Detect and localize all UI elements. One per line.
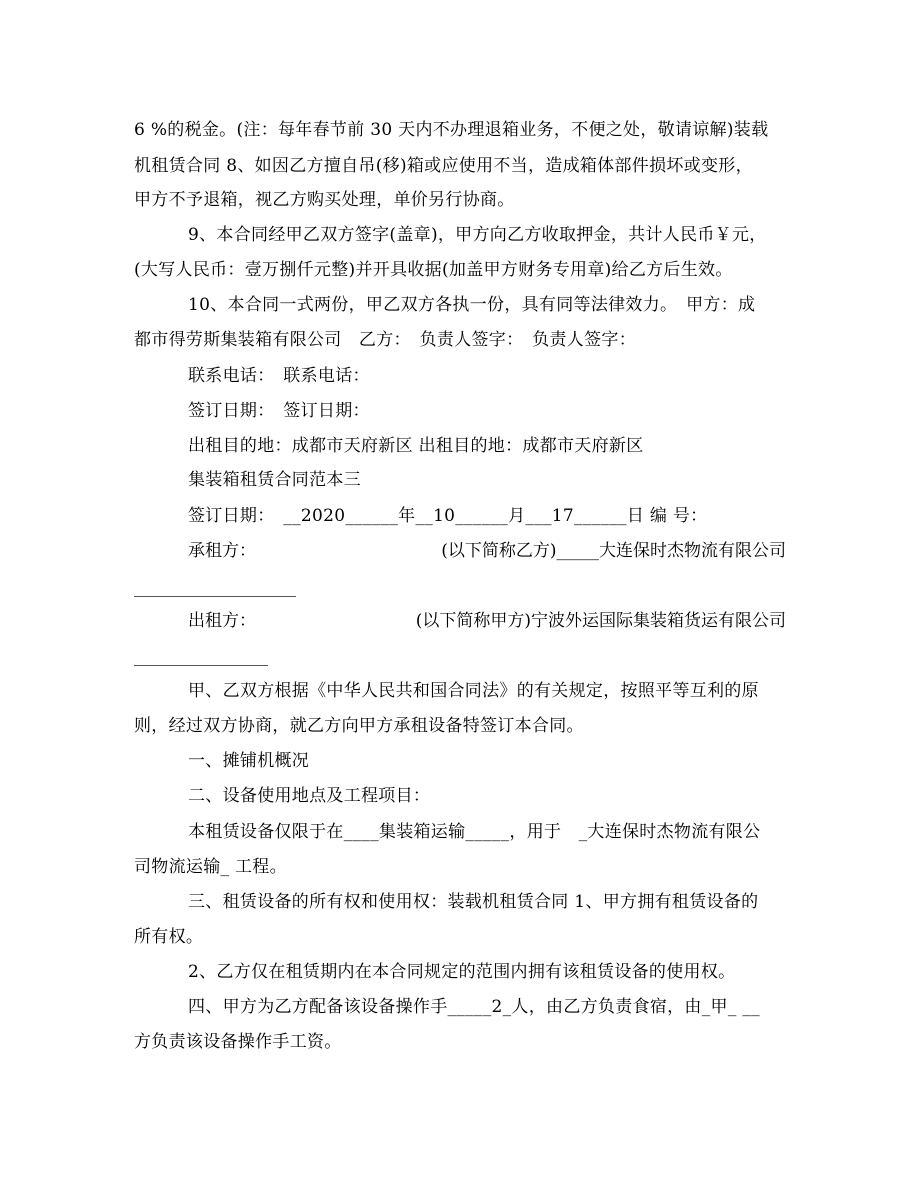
paragraph-line: 三、租赁设备的所有权和使用权：装载机租赁合同 1、甲方拥有租赁设备的 (188, 892, 759, 912)
paragraph-line: 司物流运输_ 工程。 (134, 857, 287, 877)
paragraph-line: 6 %的税金。(注：每年春节前 30 天内不办理退箱业务，不便之处，敬请谅解)装载 (134, 120, 769, 140)
paragraph-line: 四、甲方为乙方配备该设备操作手_____2_人，由乙方负责食宿，由_甲_ __ (188, 997, 760, 1017)
paragraph-line: 联系电话： 联系电话： (188, 366, 370, 386)
lessee-value: (以下简称乙方)_____大连保时杰物流有限公司 (441, 541, 786, 561)
section-heading: 二、设备使用地点及工程项目： (188, 786, 431, 806)
paragraph-line: 签订日期： 签订日期： (188, 401, 370, 421)
paragraph-line: 甲、乙双方根据《中华人民共和国合同法》的有关规定，按照平等互利的原 (188, 681, 759, 701)
paragraph-line: 2、乙方仅在租赁期内在本合同规定的范围内拥有该租赁设备的使用权。 (188, 962, 736, 982)
section-heading: 一、摊铺机概况 (188, 751, 310, 771)
lessee-label: 承租方： (188, 541, 256, 561)
paragraph-line: 出租目的地：成都市天府新区 出租目的地：成都市天府新区 (188, 436, 644, 456)
paragraph-line: 则，经过双方协商，就乙方向甲方承租设备特签订本合同。 (134, 716, 584, 736)
paragraph-line: 本租赁设备仅限于在____集装箱运输_____，用于 _大连保时杰物流有限公 (188, 822, 761, 842)
lessee-underline (134, 596, 296, 597)
signing-date-line: 签订日期： __2020______年__10______月___17______日 编 号： (188, 506, 708, 526)
paragraph-line: 甲方不予退箱，视乙方购买处理，单价另行协商。 (134, 190, 515, 210)
paragraph-line: 都市得劳斯集装箱有限公司 乙方： 负责人签字： 负责人签字： (134, 330, 636, 350)
paragraph-line: 9、本合同经甲乙双方签字(盖章)，甲方向乙方收取押金，共计人民币￥元， (188, 225, 767, 245)
section-title: 集装箱租赁合同范本三 (188, 470, 361, 490)
lessor-value: (以下简称甲方)宁波外运国际集装箱货运有限公司 (415, 611, 786, 631)
paragraph-line: 所有权。 (134, 927, 204, 947)
paragraph-line: (大写人民币：壹万捌仟元整)并开具收据(加盖甲方财务专用章)给乙方后生效。 (134, 260, 733, 280)
paragraph-line: 方负责该设备操作手工资。 (134, 1032, 342, 1052)
lessor-label: 出租方： (188, 611, 256, 631)
lessor-underline (134, 665, 268, 666)
paragraph-line: 机租赁合同 8、如因乙方擅自吊(移)箱或应使用不当，造成箱体部件损坏或变形， (134, 156, 753, 176)
paragraph-line: 10、本合同一式两份，甲乙双方各执一份，具有同等法律效力。 甲方：成 (188, 295, 756, 315)
